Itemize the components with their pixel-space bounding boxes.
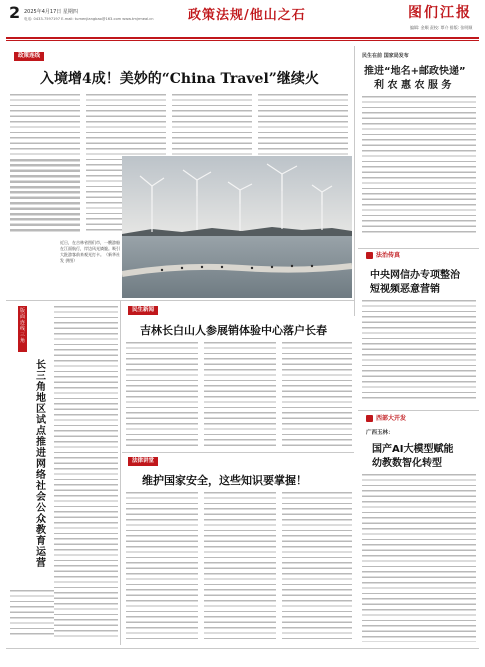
- tag-frontier: 法治传真: [376, 252, 401, 259]
- right-top-title-line2: 利 农 惠 农 服 务: [374, 80, 452, 91]
- village-col-3: [282, 342, 352, 448]
- frontier-icon: [366, 252, 373, 259]
- vertical-feature-body: [54, 306, 118, 638]
- right-top-kicker: 民生在前 国家局发布: [362, 53, 409, 59]
- contact-line: 电话: 0433-7597197 E-mail: tumenjiangbao@163.com www.tmjrmeal.cn: [24, 17, 154, 21]
- wind-turbine-lake-photo: [122, 156, 352, 298]
- footer-rule: [6, 648, 479, 649]
- column-divider-lower: [120, 300, 121, 645]
- right-divider-2: [358, 410, 479, 411]
- right-mid-body: [362, 300, 476, 400]
- newspaper-logo: 图们江报: [408, 5, 472, 21]
- right-mid-title-line2: 短视频恶意营销: [370, 284, 440, 295]
- village-col-2: [204, 342, 276, 448]
- tag-social: 民生新闻: [128, 306, 158, 315]
- tag-west: 西部大开发: [376, 415, 407, 422]
- page-number: 2: [9, 3, 21, 22]
- village-col-1: [126, 342, 198, 448]
- west-icon: [366, 415, 373, 422]
- law-article-title: 维护国家安全，这些知识要掌握！: [142, 474, 307, 487]
- photo-caption: 近日，在吉林省图们市，一艘游船在江面航行，岸边风光旖旎。吸引大批游客前来观光打卡。（新华社发 供图）: [60, 240, 120, 263]
- law-col-1: [126, 492, 198, 642]
- column-divider: [354, 46, 355, 316]
- right-top-title-line1: 推进“地名+邮政快递”: [364, 66, 466, 77]
- law-col-2: [204, 492, 276, 642]
- section-divider: [6, 300, 354, 301]
- tag-law: 法律讲堂: [128, 457, 158, 466]
- right-bottom-title-line2: 幼教数智化转型: [372, 458, 442, 469]
- right-bottom-kicker: 广西玉林：: [366, 430, 394, 436]
- tag-policy: 政策连线: [14, 52, 44, 61]
- right-mid-title-line1: 中央网信办专项整治: [370, 270, 460, 281]
- right-bottom-title-line1: 国产AI大模型赋能: [372, 444, 454, 455]
- right-bottom-body: [362, 474, 476, 642]
- vertical-feature-title: 长三角地区试点推进网络社会公众教育运营: [36, 360, 46, 569]
- issue-date: 2025年4月17日 星期四: [24, 9, 78, 15]
- header-rule: [6, 37, 479, 39]
- right-top-body: [362, 96, 476, 236]
- section-divider-law: [122, 452, 354, 453]
- law-col-3: [282, 492, 352, 642]
- main-article-title: 入境增4成！美妙的“China Travel”继续火: [40, 71, 319, 87]
- vertical-feature-tail: [10, 590, 54, 638]
- village-article-title: 吉林长白山人参展销体验中心落户长春: [140, 324, 327, 337]
- header-rule-thin: [6, 40, 479, 41]
- main-article-lead: [10, 160, 80, 232]
- tag-vertical-feature: 版面连线三角: [18, 306, 27, 352]
- editor-line: 编辑: 金顺 责校: 覃介 排版: 张明顺: [410, 25, 473, 30]
- section-title: 政策法规/他山之石: [188, 8, 306, 23]
- right-divider-1: [358, 248, 479, 249]
